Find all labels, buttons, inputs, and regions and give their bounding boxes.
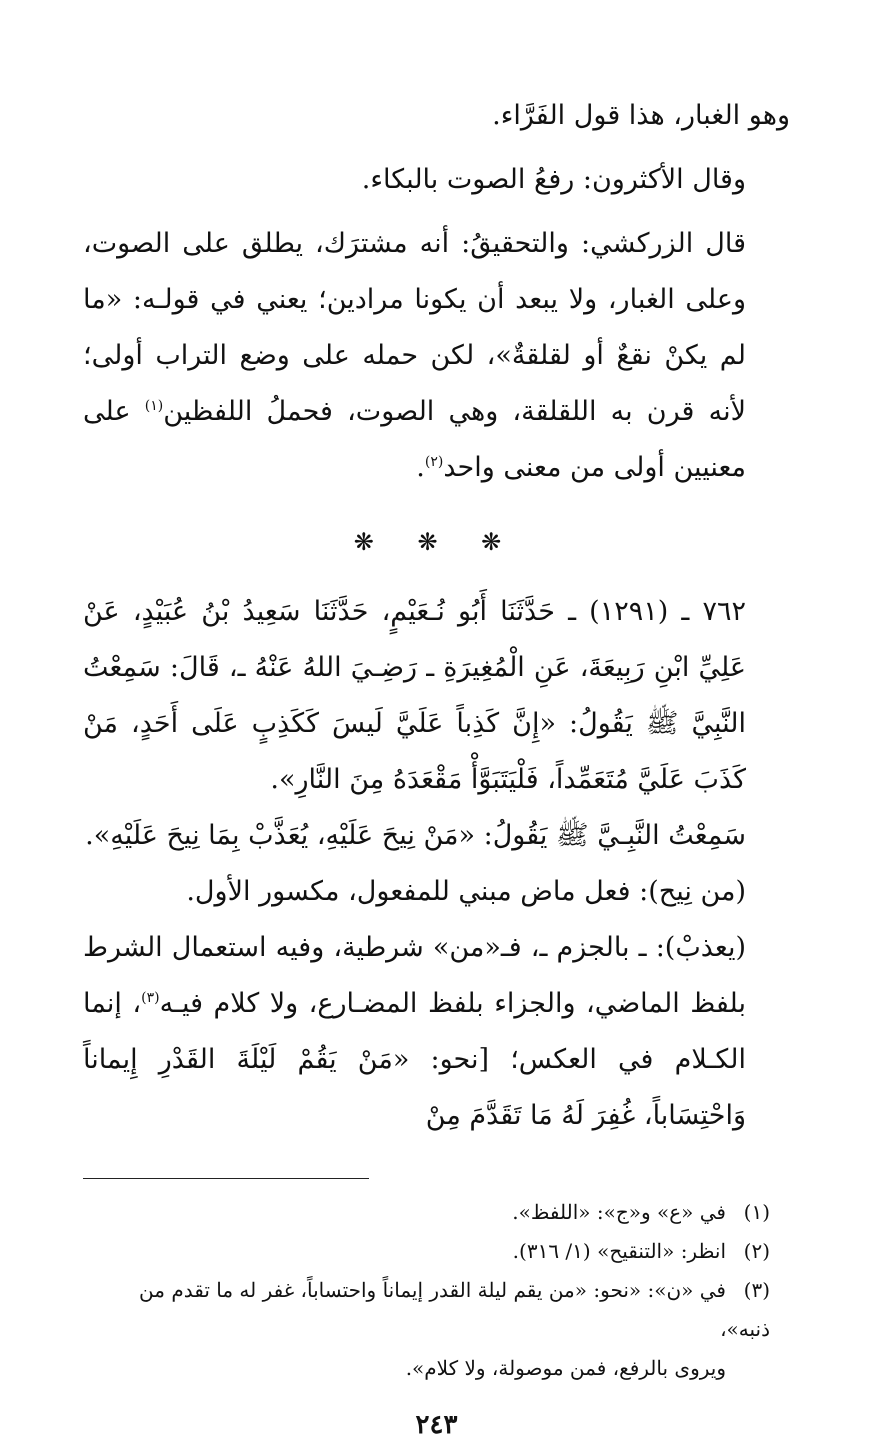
footnote-2-number: (٢): [743, 1239, 770, 1263]
footnote-ref-1[interactable]: (١): [144, 398, 164, 414]
hadith-niyaha-text: سَمِعْتُ النَّبِـيَّ ﷺ يَقُولُ: «مَنْ نِيحَ عَلَيْهِ، يُعَذَّبْ بِمَا نِيحَ عَلَيْهِ».: [85, 820, 746, 851]
paragraph-man-nih: (من نِيح): فعل ماض مبني للمفعول، مكسور الأول.: [186, 876, 746, 907]
footnote-3-number: (٣): [743, 1278, 770, 1302]
footnote-3: [83, 1271, 790, 1349]
page-number: ٢٤٣: [415, 1410, 458, 1440]
paragraph-yuadhab: [83, 920, 790, 1144]
footnote-3-continuation: ويروى بالرفع، فمن موصولة، ولا كلام».: [405, 1356, 726, 1380]
paragraph-ghubar: وهو الغبار، هذا قول الفَرَّاء.: [492, 100, 790, 131]
hadith-section: [83, 584, 790, 1144]
yuadhab-text-b: ، إنما الكـلام في العكس؛ [نحو: «مَنْ يَقُمْ لَيْلَةَ القَدْرِ إِيماناً وَاحْتِسَاباً، غُفِرَ لَهُ مَا تَقَدَّمَ مِنْ: [83, 988, 746, 1131]
footnote-1: [83, 1193, 790, 1232]
zarkashi-text-c: .: [416, 452, 425, 483]
yuadhab-text-a: (يعذبْ): ـ بالجزم ـ، فـ«من» شرطية، وفيه استعمال الشرط بلفظ الماضي، والجزاء بلفظ المضـارع، ولا كلام فيـه: [83, 932, 746, 1019]
footnote-2: [83, 1232, 790, 1271]
footnote-1-text: في «ع» و«ج»: «اللفظ».: [512, 1200, 726, 1224]
section-divider-stars: ❋ ❋ ❋: [353, 528, 520, 556]
footnotes: [83, 1193, 790, 1388]
footnote-ref-2[interactable]: (٢): [424, 454, 444, 470]
hadith-762-text: ٧٦٢ ـ (١٢٩١) ـ حَدَّثَنَا أَبُو نُـعَيْمٍ، حَدَّثَنَا سَعِيدُ بْنُ عُبَيْدٍ، عَنْ عَلِيِّ ابْنِ رَبِيعَةَ، عَنِ الْمُغِيرَةِ ـ رَضِـيَ اللهُ عَنْهُ ـ، قَالَ: سَمِعْتُ النَّبِيَّ ﷺ يَقُولُ: «إِنَّ كَذِباً عَلَيَّ لَيسَ كَكَذِبٍ عَلَى أَحَدٍ، مَنْ كَذَبَ عَلَيَّ مُتَعَمِّداً، فَلْيَتَبَوَّأْ مَقْعَدَهُ مِنَ النَّارِ».: [83, 596, 746, 795]
zarkashi-text-a: قال الزركشي: والتحقيقُ: أنه مشترَك، يطلق على الصوت، وعلى الغبار، ولا يبعد أن يكونا مرادين؛ يعني في قولـه: «ما لم يكنْ نقعٌ أو لقلقةٌ»، لكن حمله على وضع التراب أولى؛ لأنه قرن به اللقلقة، وهي الصوت، فحملُ اللفظين: [83, 228, 746, 427]
paragraph-zarkashi: [83, 216, 790, 496]
commentary-top: [83, 88, 790, 496]
footnote-separator: [83, 1178, 369, 1179]
footnote-2-text: انظر: «التنقيح» (١/ ٣١٦).: [512, 1239, 726, 1263]
zarkashi-text-b: على معنيين أولى من معنى واحد: [83, 396, 746, 483]
footnote-1-number: (١): [743, 1200, 770, 1224]
footnote-3-text: في «ن»: «نحو: «من يقم ليلة القدر إيماناً واحتساباً، غفر له ما تقدم من ذنبه»،: [139, 1278, 770, 1341]
footnote-ref-3[interactable]: (٣): [141, 990, 160, 1006]
paragraph-akthar: وقال الأكثرون: رفعُ الصوت بالبكاء.: [361, 164, 746, 195]
